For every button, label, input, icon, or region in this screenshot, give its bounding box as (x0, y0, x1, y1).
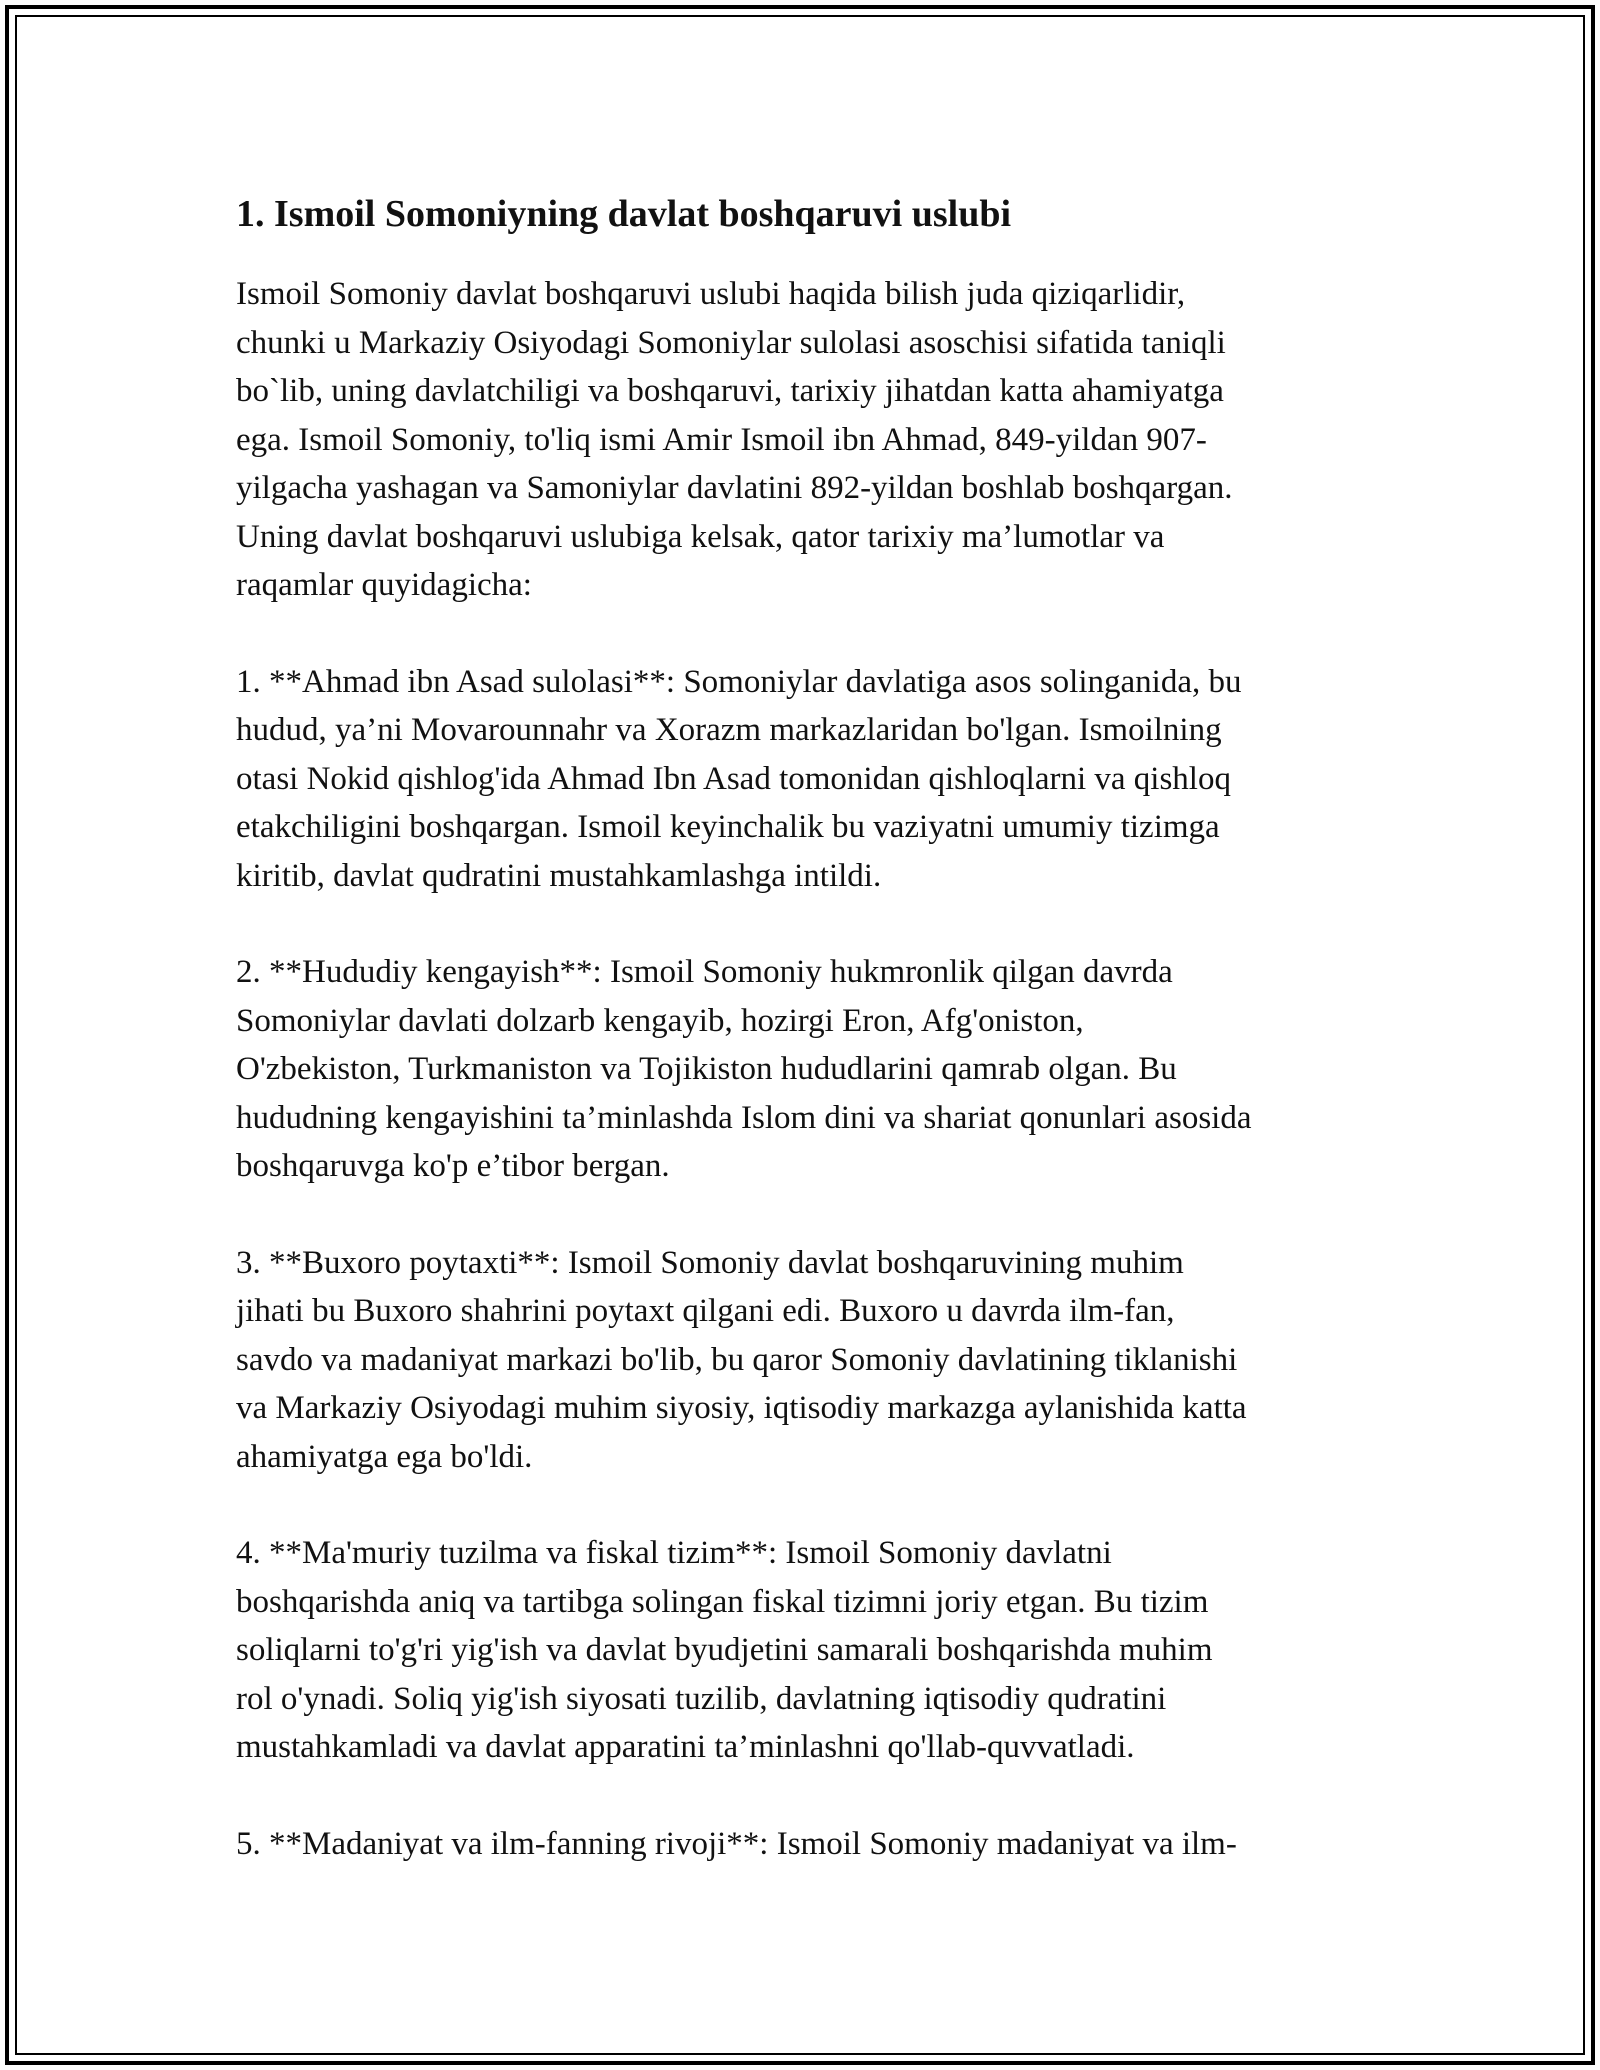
text-line: mustahkamladi va davlat apparatini ta’minlashni qo'llab-quvvatladi. (236, 1729, 1135, 1765)
text-line: 5. **Madaniyat va ilm-fanning rivoji**: Ismoil Somoniy madaniyat va ilm- (236, 1825, 1237, 1862)
text-line: 2. **Hududiy kengayish**: Ismoil Somoniy hukmronlik qilgan davrda (236, 954, 1173, 990)
text-line: 3. **Buxoro poytaxti**: Ismoil Somoniy davlat boshqaruvining muhim (236, 1244, 1184, 1281)
text-line: soliqlarni to'g'ri yig'ish va davlat byudjetini samarali boshqarishda muhim (236, 1632, 1213, 1668)
text-line: Ismoil Somoniy davlat boshqaruvi uslubi haqida bilish juda qiziqarlidir, (236, 276, 1186, 312)
text-line: savdo va madaniyat markazi bo'lib, bu qaror Somoniy davlatining tiklanishi (236, 1341, 1238, 1378)
paragraph-item-5 (236, 1820, 1376, 1869)
paragraph-item-4 (236, 1529, 1376, 1772)
document-paragraphs (236, 270, 1376, 1868)
text-line: ahamiyatga ega bo'ldi. (236, 1438, 533, 1475)
document-body (236, 188, 1376, 1916)
text-line: rol o'ynadi. Soliq yig'ish siyosati tuzilib, davlatning iqtisodiy qudratini (236, 1680, 1167, 1717)
text-line: chunki u Markaziy Osiyodagi Somoniylar sulolasi asoschisi sifatida taniqli (236, 324, 1226, 361)
text-line: 4. **Ma'muriy tuzilma va fiskal tizim**: Ismoil Somoniy davlatni (236, 1535, 1112, 1571)
paragraph-item-2 (236, 948, 1376, 1191)
text-line: O'zbekiston, Turkmaniston va Tojikiston hududlarini qamrab olgan. Bu (236, 1051, 1177, 1087)
text-line: Uning davlat boshqaruvi uslubiga kelsak, qator tarixiy ma’lumotlar va (236, 518, 1165, 555)
text-line: ega. Ismoil Somoniy, to'liq ismi Amir Ismoil ibn Ahmad, 849-yildan 907- (236, 421, 1207, 458)
text-line: boshqaruvga ko'p e’tibor bergan. (236, 1148, 670, 1184)
text-line: hudud, ya’ni Movarounnahr va Xorazm markazlaridan bo'lgan. Ismoilning (236, 712, 1222, 748)
text-line: 1. **Ahmad ibn Asad sulolasi**: Somoniylar davlatiga asos solinganida, bu (236, 663, 1242, 700)
text-line: bo`lib, uning davlatchiligi va boshqaruvi, tarixiy jihatdan katta ahamiyatga (236, 373, 1224, 409)
text-line: jihati bu Buxoro shahrini poytaxt qilgani edi. Buxoro u davrda ilm-fan, (236, 1293, 1175, 1329)
text-line: kiritib, davlat qudratini mustahkamlashga intildi. (236, 857, 882, 894)
document-title: 1. Ismoil Somoniyning davlat boshqaruvi uslubi (236, 193, 1012, 235)
text-line: etakchiligini boshqargan. Ismoil keyinchalik bu vaziyatni umumiy tizimga (236, 809, 1220, 845)
text-line: Somoniylar davlati dolzarb kengayib, hozirgi Eron, Afg'oniston, (236, 1002, 1084, 1039)
text-line: va Markaziy Osiyodagi muhim siyosiy, iqtisodiy markazga aylanishida katta (236, 1390, 1247, 1426)
text-line: raqamlar quyidagicha: (236, 567, 532, 603)
paragraph-item-3 (236, 1239, 1376, 1482)
text-line: hududning kengayishini ta’minlashda Islom dini va shariat qonunlari asosida (236, 1099, 1252, 1136)
text-line: yilgacha yashagan va Samoniylar davlatini 892-yildan boshlab boshqargan. (236, 470, 1233, 506)
paragraph-intro (236, 270, 1376, 610)
text-line: otasi Nokid qishlog'ida Ahmad Ibn Asad tomonidan qishloqlarni va qishloq (236, 760, 1231, 797)
text-line: boshqarishda aniq va tartibga solingan fiskal tizimni joriy etgan. Bu tizim (236, 1583, 1209, 1620)
paragraph-item-1 (236, 658, 1376, 901)
